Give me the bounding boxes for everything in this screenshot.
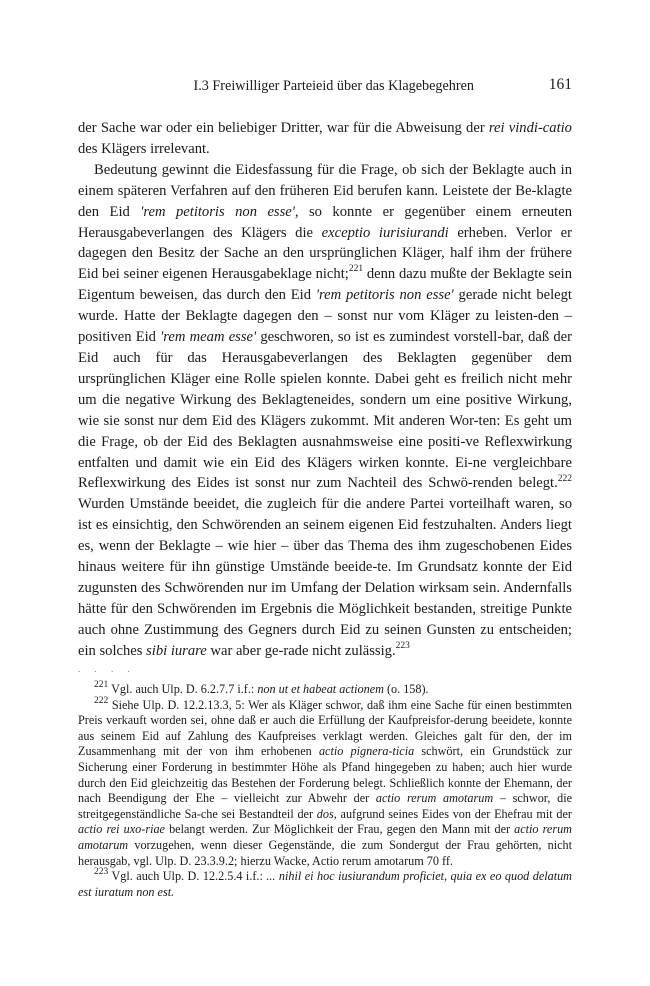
- text-run: Vgl. auch Ulp. D. 6.2.7.7 i.f.:: [108, 682, 258, 696]
- text-run: belangt werden. Zur Möglichkeit der Frau, gegen den Mann mit der: [164, 822, 515, 837]
- italic-term: 'rem petitoris non esse': [140, 203, 295, 220]
- text-run: , aufgrund seines Eides von der Ehefrau mit der: [333, 806, 572, 821]
- footnotes: [78, 679, 572, 900]
- text-run: schwört, ein Grundstück zur Sicherung einer Forderung in bestimmter Höhe als Pfand hingegeben zu haben; auch hier wurde durch den Eid gleichzeitig das Bestehen der Forderung belegt. Schließlich konnte der Ehemann, der nach Beendigung der Ehe – vielleicht zur Abwehr der: [78, 744, 572, 806]
- italic-term: 'rem petitoris non esse': [315, 287, 454, 304]
- text-run: geschworen, so ist es zumindest vorstell-bar, daß der Eid auch für das Herausgabeverlangen des Beklagten gegenüber dem ursprünglichen Kläger eine Rolle spielen konnte. Dabei geht es freilich nicht mehr um die negative Wirkung des Beklagteneides, sondern um eine positive Wirkung, wie sie sonst nur dem Eid des Klägers zukommt. Mit anderen Wor-ten: Es geht um die Frage, ob der Eid des Beklagten ausnahmsweise eine positi-ve Reflexwirkung entfalten und damit wie ein Eid des Klägers wirken konnte. Ei-ne vergleichbare Reflexwirkung des Eides ist sonst nur zum Nachteil des Schwö-renden belegt.: [78, 329, 573, 492]
- footnote-number: 221: [94, 679, 109, 690]
- footnote-ref-221[interactable]: 221: [348, 264, 364, 275]
- italic-term: actio rerum amotarum: [375, 791, 494, 806]
- paragraph-2: [78, 160, 572, 662]
- text-run: gerade nicht belegt wurde. Hatte der Beklagte dagegen den – sonst nur vom Kläger zu leisten-den – positiven Eid: [78, 287, 572, 346]
- italic-term: exceptio iurisiurandi: [321, 224, 449, 241]
- footnote-number: 223: [94, 867, 109, 878]
- italic-term: non ut et habeat actionem: [257, 682, 384, 696]
- text-run: , so konnte er gegenüber einem erneuten Herausgabeverlangen des Klägers die: [78, 203, 572, 241]
- page-number: 161: [548, 76, 572, 93]
- italic-term: 'rem meam esse': [160, 329, 257, 346]
- footnote-ref-223[interactable]: 223: [395, 640, 410, 651]
- text-run: Siehe Ulp. D. 12.2.13.3, 5: Wer als Kläger schwor, daß ihm eine Sache für einen bestimmten Preis verkauft worden sei, ohne daß er auch die Erfüllung der Kaufpreisfor-derung beeidete, konnte aus seinem Eid auf Zahlung des Kaufpreises verklagt werden. Gleiches galt für den, der im Zusammenhang mit der von ihm erhobenen: [78, 697, 572, 759]
- text-run: (o. 158).: [383, 682, 429, 696]
- main-text: [78, 118, 572, 662]
- text-run: des Klägers irrelevant.: [78, 140, 210, 157]
- footnote-222: [78, 695, 572, 870]
- text-run: war aber ge-rade nicht zulässig.: [206, 642, 396, 659]
- italic-term: actio pignera-ticia: [318, 744, 415, 759]
- text-run: – schwor, die streitgegenständliche Sa-che sei Bestandteil der: [78, 791, 572, 821]
- text-run: erheben. Verlor er dagegen den Besitz der Sache an den ursprünglichen Kläger, half ihm der frühere Eid bei seiner eigenen Herausgabeklage nicht;: [78, 224, 572, 283]
- italic-term: dos: [316, 806, 334, 821]
- footnote-number: 222: [94, 695, 109, 706]
- text-run: denn dazu mußte der Beklagte sein Eigentum beweisen, das durch den Eid: [78, 266, 572, 304]
- footnote-ref-222[interactable]: 222: [557, 473, 572, 484]
- italic-term: sibi iurare: [146, 642, 207, 659]
- footnote-223: [78, 869, 572, 900]
- footnote-separator: . . . .: [78, 664, 136, 674]
- text-run: Vgl. auch Ulp. D. 12.2.5.4 i.f.:: [108, 869, 267, 884]
- paragraph-1: [78, 118, 572, 160]
- text-run: der Sache war oder ein beliebiger Dritter, war für die Abweisung der: [78, 120, 489, 136]
- text-run: Bedeutung gewinnt die Eidesfassung für die Frage, ob sich der Beklagte auch in einem späteren Verfahren auf den früheren Eid berufen kann. Leistete der Be-klagte den Eid: [78, 161, 572, 220]
- italic-term: ... nihil ei hoc iusiurandum proficiet, quia ex eo quod delatum est iuratum non est.: [78, 869, 572, 899]
- text-run: Wurden Umstände beeidet, die zugleich für die andere Partei vorteilhaft waren, so ist es einsichtig, den Schwörenden an seinem eigenen Eid festzuhalten. Anders liegt es, wenn der Beklagte – wie hier – über das Thema des ihm zugeschobenen Eides hinaus weitere für ihn günstige Umstände beeide-te. Im Grundsatz konnte der Eid zugunsten des Schwörenden nur im Umfang der Delation wirksam sein. Andernfalls hätte für den Schwörenden im Ergebnis die Möglichkeit bestanden, streitige Punkte auch ohne Zustimmung des Gegners durch Eid zu seinen Gunsten zu entscheiden; ein solches: [78, 496, 572, 659]
- italic-term: actio rei uxo-riae: [78, 822, 165, 837]
- footnote-221: [78, 679, 572, 698]
- italic-term: rei vindi-catio: [488, 120, 572, 136]
- running-header: [78, 76, 572, 96]
- italic-term: actio rerum amotarum: [78, 822, 572, 852]
- text-run: vorzugehen, wenn dieser Gegenstände, die zum Sondergut der Frau gehörten, nicht herausgab, vgl. Ulp. D. 23.3.9.2; hierzu Wacke, Actio rerum amotarum 70 ff.: [78, 837, 572, 868]
- running-title: I.3 Freiwilliger Parteieid über das Klagebegehren: [193, 78, 474, 94]
